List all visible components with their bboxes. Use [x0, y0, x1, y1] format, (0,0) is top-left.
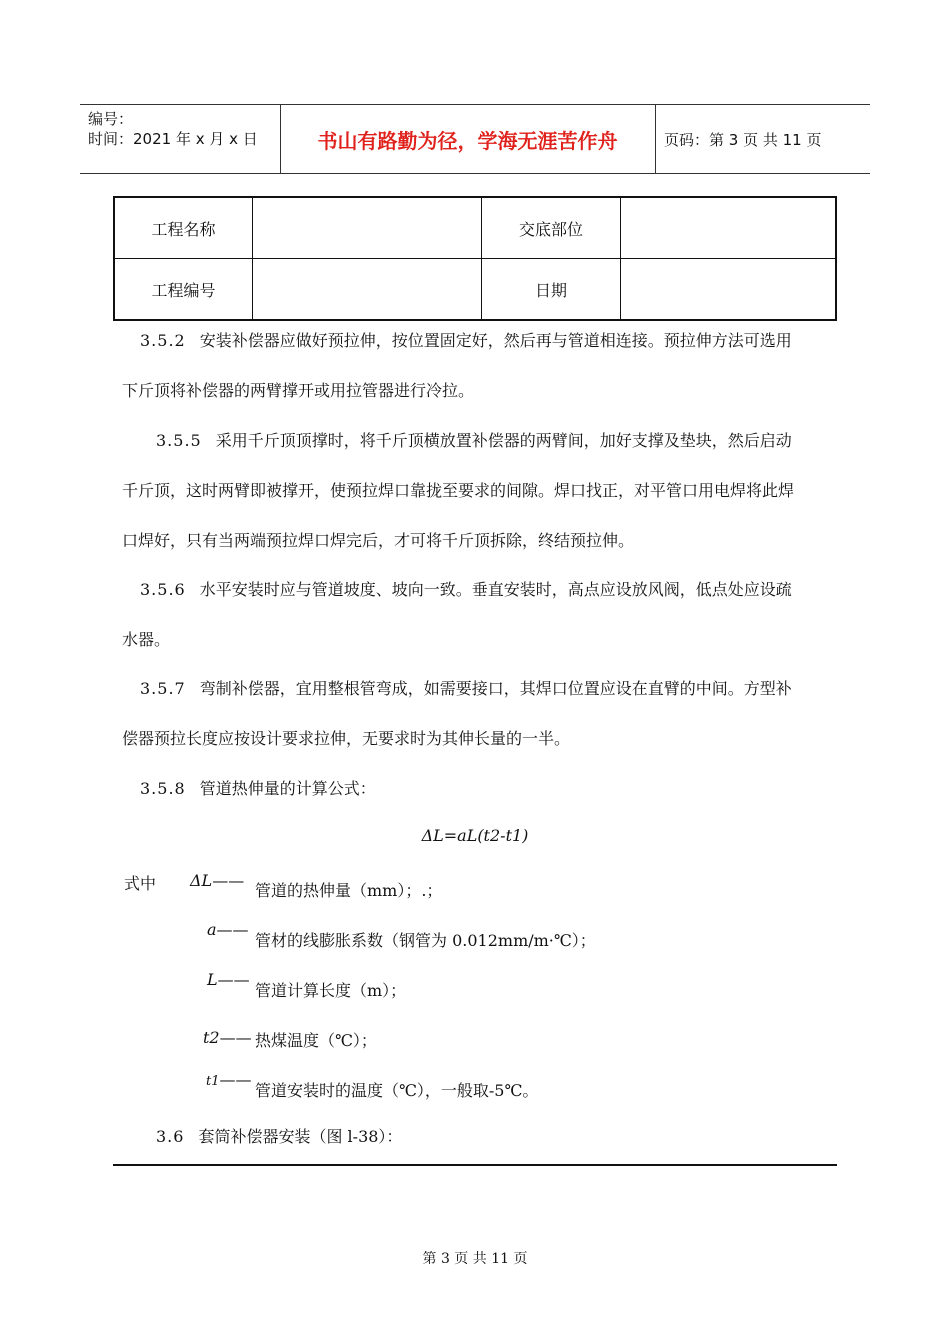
value-handover-part	[621, 197, 837, 259]
dash: ——	[219, 1070, 252, 1089]
paragraph-text: 安装补偿器应做好预拉伸，按位置固定好，然后再与管道相连接。预拉伸方法可选用	[199, 331, 792, 350]
dash: ——	[216, 920, 249, 939]
page-footer: 第 3 页 共 11 页	[422, 1251, 528, 1267]
section-number: 3.5.6	[140, 580, 186, 599]
paragraph-text: 千斤顶，这时两臂即被撑开，使预拉焊口靠拢至要求的间隙。焊口找正，对平管口用电焊将此焊	[122, 481, 795, 500]
paragraph-text: 下斤顶将补偿器的两臂撑开或用拉管器进行冷拉。	[122, 381, 475, 400]
symbol: a	[207, 920, 217, 939]
definition-text: 管道计算长度（m）；	[255, 981, 407, 1000]
definition-a	[207, 920, 249, 939]
section-number: 3.5.2	[140, 331, 186, 350]
paragraph-36	[122, 1112, 832, 1162]
header-motto: 书山有路勤为径，学海无涯苦作舟	[317, 128, 618, 153]
paragraph-text: 水器。	[122, 630, 171, 649]
definition-text: 管材的线膨胀系数（钢管为 0.012mm/m·℃）；	[255, 931, 596, 950]
dash: ——	[219, 1028, 252, 1047]
paragraph-text: 管道热伸量的计算公式：	[199, 779, 376, 798]
paragraph-352	[122, 316, 832, 416]
paragraph-357	[122, 664, 832, 764]
value-date	[621, 259, 837, 321]
header-number: 编号：	[88, 110, 134, 128]
page-header	[80, 104, 870, 174]
paragraph-text: 采用千斤顶顶撑时，将千斤顶横放置补偿器的两臂间，加好支撑及垫块，然后启动	[215, 431, 792, 450]
header-meta	[88, 109, 283, 169]
section-number: 3.6	[156, 1127, 185, 1146]
section-number: 3.5.8	[140, 779, 186, 798]
paragraph-text: 偿器预拉长度应按设计要求拉伸，无要求时为其伸长量的一半。	[122, 729, 571, 748]
symbol: ΔL	[190, 871, 213, 890]
paragraph-text: 水平安装时应与管道坡度、坡向一致。垂直安装时，高点应设放风阀，低点处应设疏	[199, 580, 792, 599]
section-number: 3.5.7	[140, 679, 186, 698]
header-time: 时间：2021 年 x 月 x 日	[88, 130, 258, 148]
definition-t2	[203, 1028, 252, 1047]
paragraph-356	[122, 565, 832, 665]
formula: ΔL=aL(t2-t1)	[421, 826, 529, 845]
definition-delta-l	[190, 871, 244, 890]
project-info-table	[113, 196, 837, 321]
label-date: 日期	[482, 259, 621, 321]
section-number: 3.5.5	[156, 431, 202, 450]
symbol: t1	[206, 1074, 220, 1089]
symbol: t2	[203, 1028, 220, 1047]
table-row	[114, 259, 836, 321]
dash: ——	[212, 871, 245, 890]
paragraph-text: 口焊好，只有当两端预拉焊口焊完后，才可将千斤顶拆除，终结预拉伸。	[122, 531, 635, 550]
paragraph-text: 套筒补偿器安装（图 l-38）：	[198, 1127, 403, 1146]
definition-text: 管道的热伸量（mm）；.；	[255, 881, 443, 900]
definition-l	[207, 970, 250, 989]
definition-text: 热煤温度（℃）；	[255, 1031, 377, 1050]
value-project-name	[253, 197, 482, 259]
paragraph-358	[122, 764, 832, 814]
table-row	[114, 197, 836, 259]
dash: ——	[217, 970, 250, 989]
symbol: L	[207, 970, 218, 989]
label-project-number: 工程编号	[114, 259, 253, 321]
definition-text: 管道安装时的温度（℃），一般取-5℃。	[255, 1081, 539, 1100]
bottom-rule	[113, 1164, 837, 1166]
definition-t1	[206, 1070, 252, 1089]
paragraph-355	[122, 416, 832, 566]
label-project-name: 工程名称	[114, 197, 253, 259]
header-divider	[655, 105, 656, 173]
definitions-intro: 式中	[124, 874, 157, 893]
header-page-code: 页码：第 3 页 共 11 页	[664, 130, 822, 149]
value-project-number	[253, 259, 482, 321]
paragraph-text: 弯制补偿器，宜用整根管弯成，如需要接口，其焊口位置应设在直臂的中间。方型补	[199, 679, 792, 698]
label-handover-part: 交底部位	[482, 197, 621, 259]
